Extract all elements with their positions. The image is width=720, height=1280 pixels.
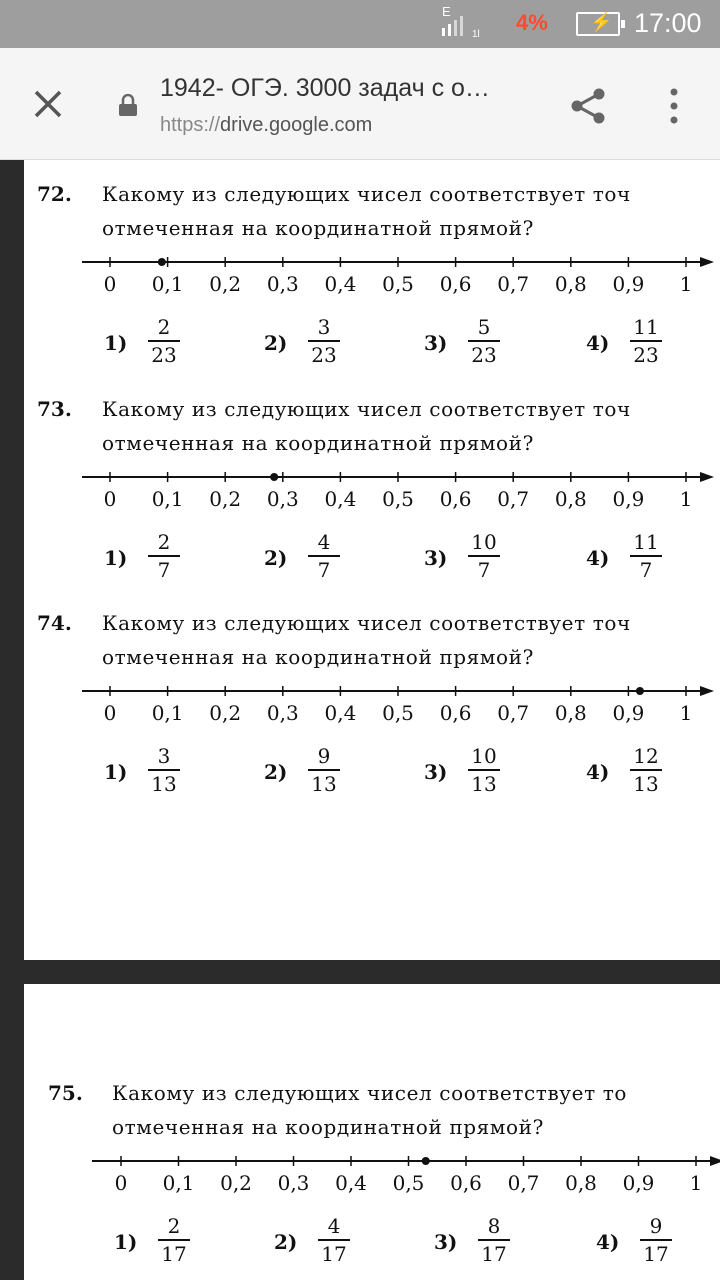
number-line-arrow	[710, 1156, 720, 1166]
problem-number: 73.	[37, 397, 72, 421]
tick-label: 0	[103, 487, 117, 511]
fraction-bar	[468, 340, 500, 342]
fraction-denominator: 23	[633, 343, 659, 367]
problem-number: 74.	[37, 611, 72, 635]
fraction-numerator: 4	[317, 530, 331, 554]
answer-fraction	[154, 1214, 194, 1266]
problem-number: 72.	[37, 182, 72, 206]
problem-72	[24, 182, 720, 392]
fraction-numerator: 11	[633, 530, 659, 554]
answer-option-label: 4)	[596, 1230, 620, 1254]
document-url	[160, 114, 372, 137]
answer-option-label: 2)	[264, 331, 288, 355]
tick-label: 0,4	[324, 487, 357, 511]
tick-label: 0	[114, 1171, 128, 1195]
svg-text:1l: 1l	[472, 29, 480, 40]
answer-option-label: 4)	[586, 331, 610, 355]
fraction-numerator: 12	[633, 744, 659, 768]
url-scheme: https://	[160, 114, 221, 136]
tick-label: 0,4	[324, 701, 357, 725]
fraction-numerator: 5	[477, 315, 491, 339]
tick-label: 0,6	[439, 272, 472, 296]
fraction-bar	[630, 340, 662, 342]
fraction-denominator: 23	[471, 343, 497, 367]
answer-fraction	[144, 744, 184, 796]
fraction-bar	[148, 769, 180, 771]
answer-fraction	[626, 315, 666, 367]
fraction-bar	[468, 769, 500, 771]
battery-icon: ⚡	[576, 12, 620, 36]
number-line-arrow	[700, 257, 714, 267]
tick-label: 0,1	[151, 701, 184, 725]
fraction-bar	[308, 555, 340, 557]
document-page-1[interactable]	[24, 160, 720, 960]
tick-label: 0,5	[382, 487, 414, 511]
tick-label: 0,3	[266, 272, 299, 296]
answer-fraction	[314, 1214, 354, 1266]
tick-label: 0,9	[612, 701, 645, 725]
tick-label: 0,2	[220, 1171, 252, 1195]
url-host: drive.google.com	[220, 114, 373, 136]
marked-point	[636, 687, 644, 695]
problem-number: 75.	[48, 1081, 83, 1105]
tick-label: 0,3	[277, 1171, 310, 1195]
fraction-numerator: 8	[487, 1214, 501, 1238]
answer-option-label: 3)	[424, 331, 448, 355]
fraction-denominator: 13	[633, 772, 659, 796]
answer-option-label: 1)	[104, 760, 128, 784]
answer-option-label: 4)	[586, 546, 610, 570]
answer-option-label: 3)	[424, 760, 448, 784]
fraction-bar	[318, 1239, 350, 1241]
fraction-bar	[478, 1239, 510, 1241]
tick-label: 0	[103, 701, 117, 725]
number-line-arrow	[700, 686, 714, 696]
fraction-denominator: 7	[317, 558, 331, 582]
fraction-denominator: 17	[481, 1242, 507, 1266]
fraction-numerator: 2	[167, 1214, 181, 1238]
answer-option-label: 1)	[114, 1230, 138, 1254]
fraction-bar	[630, 769, 662, 771]
fraction-denominator: 13	[471, 772, 497, 796]
fraction-bar	[468, 555, 500, 557]
answer-fraction	[304, 530, 344, 582]
fraction-numerator: 3	[157, 744, 171, 768]
problem-75	[24, 1081, 720, 1280]
fraction-numerator: 2	[157, 315, 171, 339]
tick-label: 1	[679, 701, 693, 725]
answer-fraction	[144, 530, 184, 582]
marked-point	[422, 1157, 430, 1165]
fraction-bar	[640, 1239, 672, 1241]
fraction-denominator: 17	[643, 1242, 669, 1266]
tick-label: 0,9	[612, 487, 645, 511]
marked-point	[158, 258, 166, 266]
tick-label: 0,7	[497, 487, 530, 511]
fraction-numerator: 10	[471, 744, 497, 768]
fraction-denominator: 7	[157, 558, 171, 582]
answer-fraction	[474, 1214, 514, 1266]
fraction-denominator: 7	[477, 558, 491, 582]
answer-fraction	[464, 530, 504, 582]
app-bar	[0, 48, 720, 160]
fraction-numerator: 9	[649, 1214, 663, 1238]
answer-option-label: 1)	[104, 331, 128, 355]
tick-label: 0,8	[554, 272, 587, 296]
fraction-bar	[630, 555, 662, 557]
number-line	[24, 1151, 720, 1171]
lock-icon	[118, 94, 138, 116]
tick-label: 0,9	[612, 272, 645, 296]
problem-text-line-2: отмеченная на координатной прямой?	[102, 431, 534, 455]
tick-label: 1	[689, 1171, 703, 1195]
answer-fraction	[626, 744, 666, 796]
fraction-denominator: 13	[151, 772, 177, 796]
fraction-denominator: 17	[321, 1242, 347, 1266]
answer-fraction	[464, 744, 504, 796]
answer-option-label: 3)	[424, 546, 448, 570]
tick-label: 0,2	[209, 272, 242, 296]
answer-option-label: 2)	[264, 760, 288, 784]
fraction-numerator: 9	[317, 744, 331, 768]
number-line-arrow	[700, 472, 714, 482]
tick-label: 0,8	[554, 701, 587, 725]
problem-text-line-2: отмеченная на координатной прямой?	[112, 1115, 544, 1139]
fraction-denominator: 17	[161, 1242, 187, 1266]
network-type: E	[442, 4, 451, 19]
fraction-denominator: 13	[311, 772, 337, 796]
answer-option-label: 3)	[434, 1230, 458, 1254]
tick-label: 0,7	[507, 1171, 540, 1195]
share-icon[interactable]	[566, 84, 610, 128]
problem-73	[24, 397, 720, 607]
answer-option-label: 4)	[586, 760, 610, 784]
fraction-bar	[308, 769, 340, 771]
answer-fraction	[144, 315, 184, 367]
tick-label: 0,6	[439, 701, 472, 725]
tick-label: 0,6	[439, 487, 472, 511]
tick-label: 0,4	[335, 1171, 367, 1195]
fraction-bar	[158, 1239, 190, 1241]
tick-label: 0,9	[622, 1171, 655, 1195]
answer-fraction	[304, 744, 344, 796]
marked-point	[270, 473, 278, 481]
answer-fraction	[626, 530, 666, 582]
problem-text-line-1: Какому из следующих чисел соответствует точ	[102, 611, 631, 635]
battery-percent: 4%	[516, 10, 548, 35]
tick-label: 0,3	[266, 487, 299, 511]
problem-text-line-2: отмеченная на координатной прямой?	[102, 216, 534, 240]
tick-label: 0,7	[497, 701, 530, 725]
tick-label: 0,2	[209, 487, 242, 511]
fraction-denominator: 23	[151, 343, 177, 367]
answer-option-label: 1)	[104, 546, 128, 570]
fraction-numerator: 3	[317, 315, 331, 339]
tick-label: 0,1	[162, 1171, 195, 1195]
status-bar	[0, 0, 720, 48]
number-line	[24, 681, 720, 701]
fraction-bar	[308, 340, 340, 342]
tick-label: 0,4	[324, 272, 357, 296]
tick-label: 0,2	[209, 701, 242, 725]
answer-fraction	[464, 315, 504, 367]
tick-label: 0,1	[151, 272, 184, 296]
fraction-denominator: 23	[311, 343, 337, 367]
document-title: 1942- ОГЭ. 3000 задач с о…	[160, 74, 490, 102]
fraction-numerator: 11	[633, 315, 659, 339]
tick-label: 0,5	[382, 701, 414, 725]
answer-fraction	[636, 1214, 676, 1266]
tick-label: 0,5	[382, 272, 414, 296]
tick-label: 0,1	[151, 487, 184, 511]
fraction-numerator: 10	[471, 530, 497, 554]
answer-option-label: 2)	[264, 546, 288, 570]
answer-fraction	[304, 315, 344, 367]
fraction-numerator: 2	[157, 530, 171, 554]
problem-text-line-2: отмеченная на координатной прямой?	[102, 645, 534, 669]
problem-74	[24, 611, 720, 821]
close-icon[interactable]	[28, 84, 68, 124]
tick-label: 0	[103, 272, 117, 296]
tick-label: 0,8	[565, 1171, 597, 1195]
number-line	[24, 467, 720, 487]
problem-text-line-1: Какому из следующих чисел соответствует точ	[102, 182, 631, 206]
tick-label: 0,3	[266, 701, 299, 725]
fraction-numerator: 4	[327, 1214, 341, 1238]
tick-label: 0,7	[497, 272, 530, 296]
fraction-denominator: 7	[639, 558, 653, 582]
tick-label: 0,8	[554, 487, 587, 511]
fraction-bar	[148, 340, 180, 342]
fraction-bar	[148, 555, 180, 557]
tick-label: 1	[679, 487, 693, 511]
answer-option-label: 2)	[274, 1230, 298, 1254]
signal-icon	[440, 4, 488, 40]
problem-text-line-1: Какому из следующих чисел соответствует то	[112, 1081, 628, 1105]
tick-label: 0,6	[450, 1171, 482, 1195]
clock: 17:00	[634, 8, 702, 38]
problem-text-line-1: Какому из следующих чисел соответствует точ	[102, 397, 631, 421]
more-vert-icon[interactable]	[660, 84, 688, 128]
document-page-2[interactable]	[24, 984, 720, 1280]
number-line	[24, 252, 720, 272]
tick-label: 0,5	[392, 1171, 425, 1195]
tick-label: 1	[679, 272, 693, 296]
